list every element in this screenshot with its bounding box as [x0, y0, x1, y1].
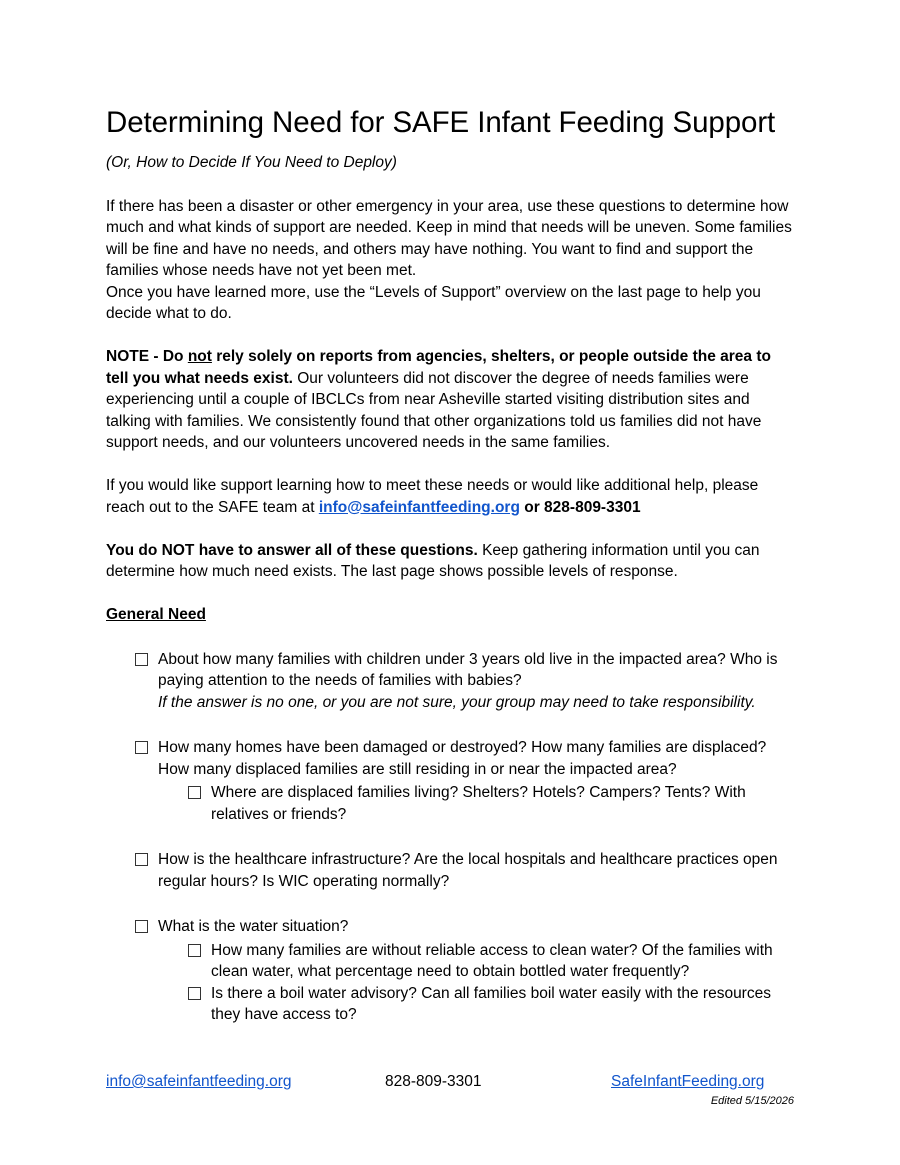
question-text: How is the healthcare infrastructure? Are the local hospitals and healthcare practices open regular hours? Is WIC operating normally? [158, 851, 778, 890]
checkbox[interactable] [135, 653, 148, 666]
checkbox[interactable] [135, 853, 148, 866]
instruction-bold: You do NOT have to answer all of these questions. [106, 541, 478, 559]
page-footer [0, 1073, 900, 1113]
sub-question-item [106, 940, 796, 983]
footer-email-link[interactable]: info@safeinfantfeeding.org [106, 1073, 292, 1090]
checkbox[interactable] [188, 987, 201, 1000]
checkbox[interactable] [188, 944, 201, 957]
sub-question-item [106, 983, 796, 1026]
question-checklist [106, 649, 796, 1026]
footer-website-link[interactable]: SafeInfantFeeding.org [611, 1073, 765, 1090]
sub-question-list [158, 782, 796, 825]
note-paragraph [106, 346, 796, 454]
instruction-paragraph [106, 540, 796, 583]
page-title: Determining Need for SAFE Infant Feeding Support [106, 106, 776, 139]
checkbox[interactable] [188, 786, 201, 799]
intro-paragraph: If there has been a disaster or other emergency in your area, use these questions to determine how much and what kinds of support are needed. Keep in mind that needs will be uneven. Some families will be fine and have no needs, and others may have nothing. You want to find and support the families whose needs have not yet been met. [106, 197, 792, 279]
intro-followup: Once you have learned more, use the “Levels of Support” overview on the last page to help you decide what to do. [106, 283, 761, 322]
footer-edited-date: Edited 5/15/2026 [710, 1095, 794, 1107]
contact-paragraph [106, 475, 796, 518]
section-heading-general-need: General Need [106, 606, 206, 623]
question-item-water [106, 916, 796, 1026]
contact-phone: or 828-809-3301 [519, 498, 641, 516]
note-not: not [187, 348, 212, 365]
subtitle: (Or, How to Decide If You Need to Deploy) [106, 154, 397, 171]
sub-question-list [158, 940, 796, 1026]
sub-question-text: Is there a boil water advisory? Can all families boil water easily with the resources they have access to? [211, 984, 771, 1023]
question-item-healthcare [106, 849, 796, 892]
question-text: How many homes have been damaged or destroyed? How many families are displaced? How many displaced families are still residing in or near the impacted area? [158, 739, 767, 778]
contact-text: If you would like support learning how to meet these needs or would like additional help, please reach out to the SAFE team at [106, 477, 759, 516]
question-text: What is the water situation? [158, 918, 349, 935]
question-item-families [106, 649, 796, 714]
sub-question-text: How many families are without reliable access to clean water? Of the families with clean water, what percentage need to obtain bottled water frequently? [211, 941, 773, 980]
checkbox[interactable] [135, 920, 148, 933]
note-rest: Our volunteers did not discover the degree of needs families were experiencing until a couple of IBCLCs from near Asheville started visiting distribution sites and talking with families. We consistently found that other organizations told us families did not have support needs, and our volunteers uncovered needs in the same families. [106, 369, 762, 451]
contact-email-link[interactable]: info@safeinfantfeeding.org [318, 498, 520, 516]
sub-question-text: Where are displaced families living? Shelters? Hotels? Campers? Tents? With relatives or friends? [211, 784, 746, 823]
sub-question-item [106, 782, 796, 825]
question-text: About how many families with children under 3 years old live in the impacted area? Who is paying attention to the needs of families with babies? [158, 650, 778, 689]
question-item-homes [106, 737, 796, 825]
question-note: If the answer is no one, or you are not sure, your group may need to take responsibility. [158, 693, 756, 711]
note-bold-lead: NOTE - Do not rely solely on reports from agencies, shelters, or people outside the area to tell you what needs exist. [106, 348, 771, 387]
document-body [106, 104, 796, 1026]
footer-phone: 828-809-3301 [385, 1073, 482, 1090]
instruction-rest: Keep gathering information until you can determine how much need exists. The last page shows possible levels of response. [106, 541, 760, 580]
checkbox[interactable] [135, 741, 148, 754]
